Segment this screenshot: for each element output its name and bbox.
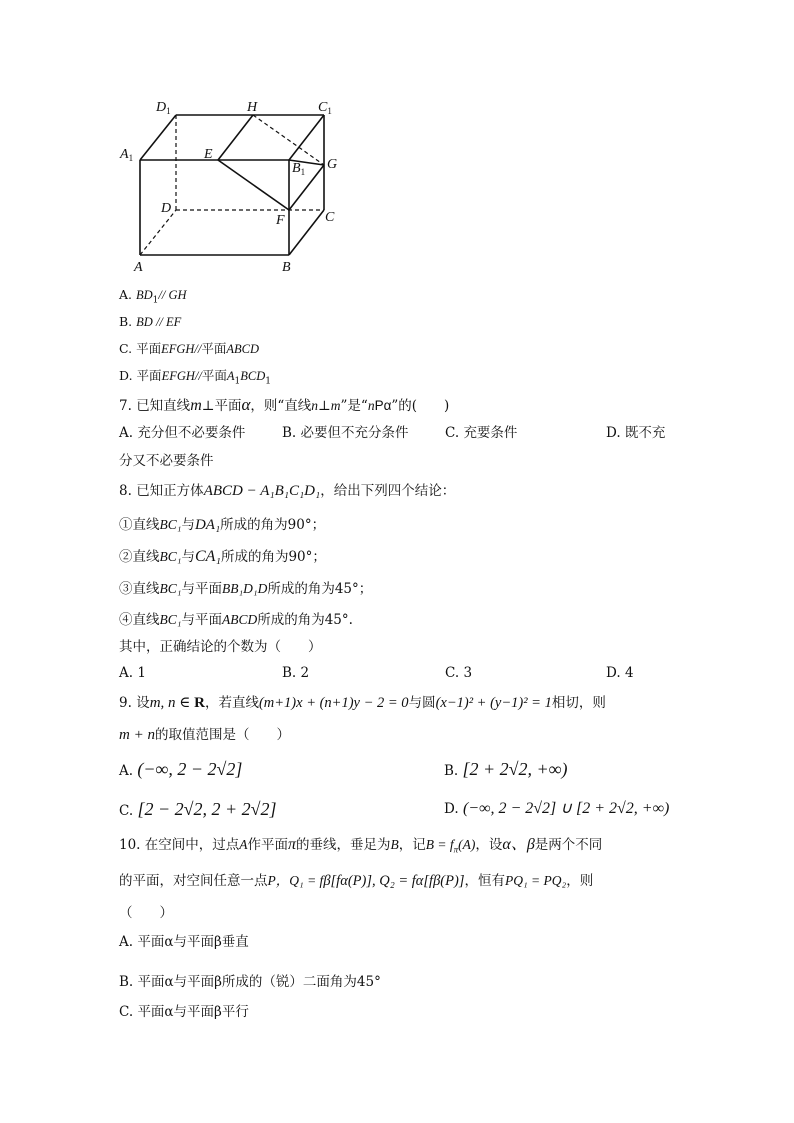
q9-option-a: A. (−∞, 2 − 2√2] xyxy=(119,759,243,779)
q7-option-d-wrap: 分又不必要条件 xyxy=(119,453,214,469)
q8-item-3: ③直线BC₁与平面BB₁D₁D所成的角为45°； xyxy=(119,581,373,597)
q8-option-d: D. 4 xyxy=(606,665,634,681)
q10-stem: 10. 在空间中，过点A作平面π的垂线，垂足为B，记$B = f_\pi(A)$，设α、β是两个不同 xyxy=(119,836,603,855)
edge-E-H xyxy=(218,115,253,160)
q8-option-a: A. 1 xyxy=(119,665,146,681)
q8-option-b: B. 2 xyxy=(282,665,310,681)
label-B1: $B_1$ xyxy=(292,161,306,177)
q7-option-b: B. 必要但不充分条件 xyxy=(282,425,409,441)
edge-A1-D1 xyxy=(140,115,176,160)
q6-option-b: B. BD // EF xyxy=(119,314,182,329)
cuboid-figure xyxy=(110,95,350,275)
q7-stem: 7. 已知直线m⊥平面α，则“直线n⊥m”是“nPα”的( ) xyxy=(119,395,450,414)
label-E: E xyxy=(204,147,213,162)
q9-option-b: B. [2 + 2√2, +∞) xyxy=(444,759,568,779)
q8-ask: 其中，正确结论的个数为（ ） xyxy=(119,639,322,655)
q10-option-a: A. 平面α与平面β垂直 xyxy=(119,934,249,950)
label-A: A xyxy=(134,260,143,275)
q7-option-c: C. 充要条件 xyxy=(445,425,518,441)
label-C: C xyxy=(325,210,335,225)
q6-option-c: C. 平面EFGH//平面ABCD xyxy=(119,341,260,356)
hidden-edge-H-G xyxy=(253,115,324,165)
q9-option-d: D. (−∞, 2 − 2√2] ∪ [2 + 2√2, +∞) xyxy=(444,800,670,817)
hidden-edge-A-D xyxy=(140,210,176,255)
q10-option-b: B. 平面α与平面β所成的（锐）二面角为45° xyxy=(119,974,381,990)
label-B: B xyxy=(282,260,291,275)
label-D: D xyxy=(161,201,172,216)
q10-paren: （ ） xyxy=(119,905,173,921)
q8-option-c: C. 3 xyxy=(445,665,473,681)
q6-option-a: A. $BD_1//$ GH xyxy=(119,287,187,306)
q8-item-1: ①直线BC₁与DA₁所成的角为90°； xyxy=(119,517,326,533)
label-C1: $C_1$ xyxy=(318,100,332,116)
label-H: H xyxy=(247,100,258,115)
label-D1: $D_1$ xyxy=(156,100,171,116)
label-G: G xyxy=(327,157,338,172)
q7-option-a: A. 充分但不必要条件 xyxy=(119,425,246,441)
q6-option-d: D. 平面EFGH//平面$A_1BCD_1$ xyxy=(119,368,271,387)
q7-option-d: D. 既不充 xyxy=(606,425,666,441)
edge-B-C xyxy=(289,210,324,255)
q8-item-2: ②直线BC₁与CA₁所成的角为90°； xyxy=(119,548,326,565)
q9-option-c: C. [2 − 2√2, 2 + 2√2] xyxy=(119,799,277,819)
q10-option-c: C. 平面α与平面β平行 xyxy=(119,1004,249,1020)
q9-stem-2: m + n的取值范围是（ ） xyxy=(119,727,290,743)
label-A1: $A_1$ xyxy=(120,147,134,163)
q8-item-4: ④直线BC₁与平面ABCD所成的角为45°. xyxy=(119,612,353,628)
q10-stem-2: 的平面，对空间任意一点P，Q₁ = fβ[fα(P)], Q₂ = fα[fβ(P)]，恒有PQ₁ = PQ₂，则 xyxy=(119,873,594,889)
label-F: F xyxy=(276,213,285,228)
q8-stem: 8. 已知正方体ABCD − A₁B₁C₁D₁，给出下列四个结论： xyxy=(119,483,456,499)
edge-E-F xyxy=(218,160,289,210)
q9-stem: 9. 设m, n ∈ R，若直线(m+1)x + (n+1)y − 2 = 0与圆(x−1)² + (y−1)² = 1相切，则 xyxy=(119,695,606,711)
